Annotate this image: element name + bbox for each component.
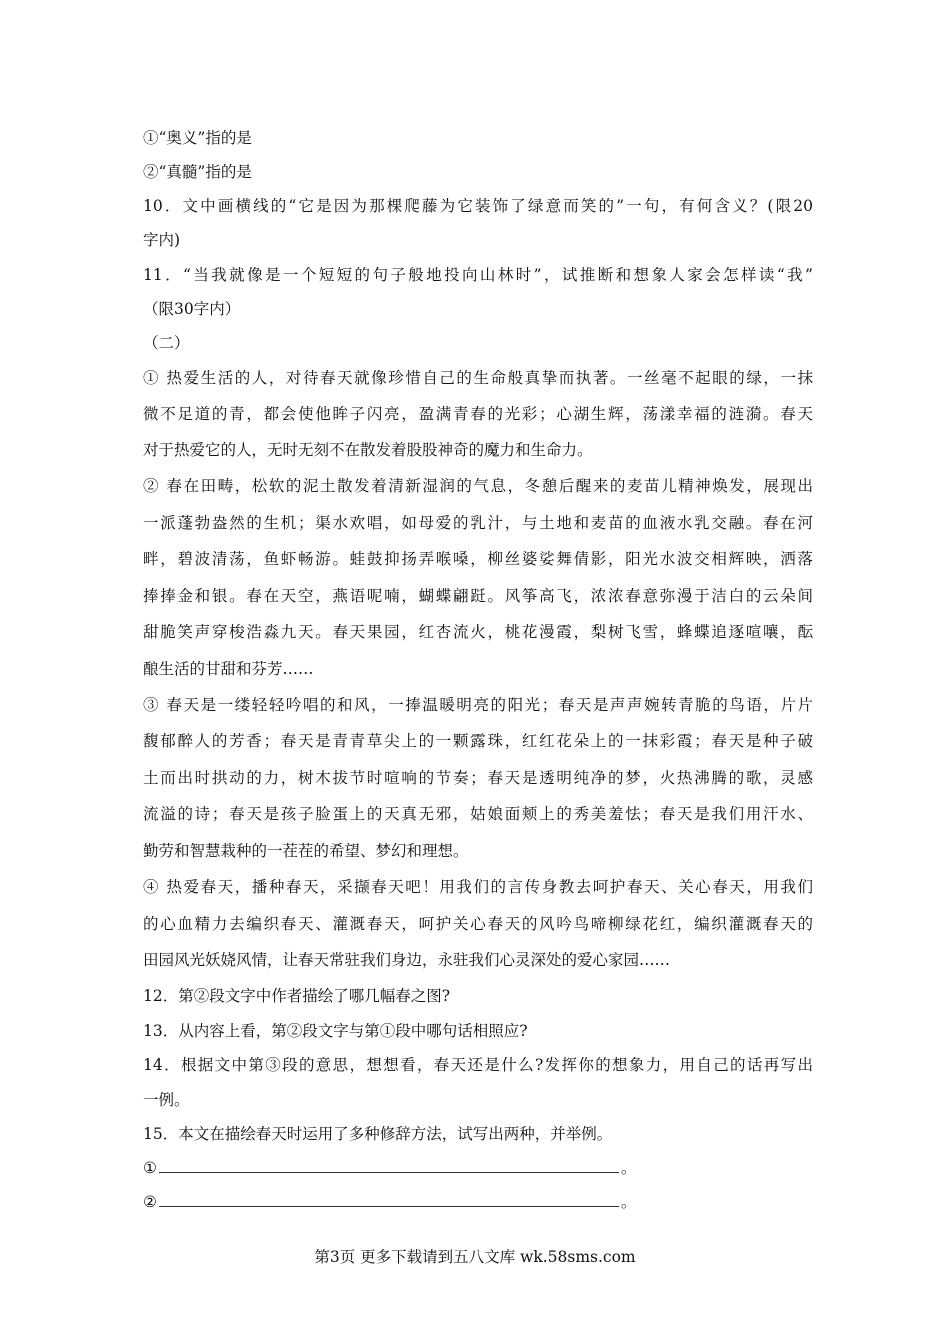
q9-sub1: ①“奥义”指的是 [143,129,252,147]
paragraph-3-line: 馥郁醉人的芳香；春天是青青草尖上的一颗露珠，红红花朵上的一抹彩霞；春天是种子破 [143,732,813,750]
paragraph-4-line: 田园风光妖娆风情，让春天常驻我们身边，永驻我们心灵深处的爱心家园…… [143,951,671,969]
paragraph-2-line: 一派蓬勃盎然的生机；渠水欢唱，如母爱的乳汁，与土地和麦苗的血液水乳交融。春在河 [143,514,813,532]
question-10-cont: 字内) [143,231,181,249]
paragraph-1-line: 微不足道的青，都会使他眸子闪亮，盈满青春的光彩；心湖生辉，荡漾幸福的涟漪。春天 [143,405,813,423]
paragraph-3-line: ③ 春天是一缕轻轻吟唱的和风，一捧温暖明亮的阳光；春天是声声婉转青脆的鸟语，片片 [143,696,813,714]
question-11-cont: （限30字内） [143,300,241,318]
paragraph-2-line: 甜脆笑声穿梭浩淼九天。春天果园，红杏流火，桃花漫霞，梨树飞雪，蜂蝶追逐喧嚷，酝 [143,623,813,641]
paragraph-1-line: 对于热爱它的人，无时无刻不在散发着股股神奇的魔力和生命力。 [143,441,593,459]
paragraph-3-line: 土而出时拱动的力，树木拔节时喧响的节奏；春天是透明纯净的梦，火热沸腾的歌，灵感 [143,769,813,787]
paragraph-2-line: 捧捧金和银。春在天空，燕语呢喃，蝴蝶翩跹。风筝高飞，浓浓春意弥漫于洁白的云朵间 [143,587,813,605]
paragraph-4-line: ④ 热爱春天，播种春天，采撷春天吧！用我们的言传身教去呵护春天、关心春天，用我们 [143,878,813,896]
question-10: 10．文中画横线的“它是因为那棵爬藤为它装饰了绿意而笑的”一句，有何含义？(限20 [143,197,813,215]
answer-line-1 [143,1158,813,1178]
paragraph-1-line: ① 热爱生活的人，对待春天就像珍惜自己的生命般真挚而执著。一丝毫不起眼的绿，一抹 [143,369,813,387]
paragraph-2-line: 酿生活的甘甜和芬芳…… [143,660,314,678]
answer-line-2 [143,1192,813,1212]
answer-end: 。 [620,1159,637,1177]
paragraph-3-line: 流溢的诗；春天是孩子脸蛋上的天真无邪，姑娘面颊上的秀美羞怯；春天是我们用汗水、 [143,805,813,823]
paragraph-2-line: ② 春在田畴，松软的泥土散发着清新湿润的气息，冬憩后醒来的麦苗儿精神焕发，展现出 [143,477,813,495]
q9-sub2: ②“真髓”指的是 [143,163,252,181]
paragraph-3-line: 勤劳和智慧栽种的一茬茬的希望、梦幻和理想。 [143,842,469,860]
answer-blank[interactable] [159,1192,619,1207]
section-heading-2: （二） [143,334,190,352]
answer-end: 。 [620,1193,637,1211]
answer-blank[interactable] [159,1158,619,1173]
paragraph-2-line: 畔，碧波清荡，鱼虾畅游。蛙鼓抑扬弄喉嗓，柳丝婆娑舞倩影，阳光水波交相辉映，洒落 [143,550,813,568]
question-12: 12．第②段文字中作者描绘了哪几幅春之图? [143,987,451,1005]
question-15: 15．本文在描绘春天时运用了多种修辞方法，试写出两种，并举例。 [143,1125,613,1143]
answer-label: ① [143,1159,157,1177]
question-11: 11．“当我就像是一个短短的句子般地投向山林时”，试推断和想象人家会怎样读“我” [143,266,813,284]
question-14: 14．根据文中第③段的意思，想想看，春天还是什么?发挥你的想象力，用自己的话再写出 [143,1056,813,1074]
question-14-cont: 一例。 [143,1091,190,1109]
page-footer: 第3页 更多下载请到五八文库 wk.58sms.com [314,1248,636,1266]
question-13: 13．从内容上看，第②段文字与第①段中哪句话相照应? [143,1022,528,1040]
answer-label: ② [143,1193,157,1211]
paragraph-4-line: 的心血精力去编织春天、灌溉春天，呵护关心春天的风吟鸟啼柳绿花红，编织灌溉春天的 [143,915,813,933]
